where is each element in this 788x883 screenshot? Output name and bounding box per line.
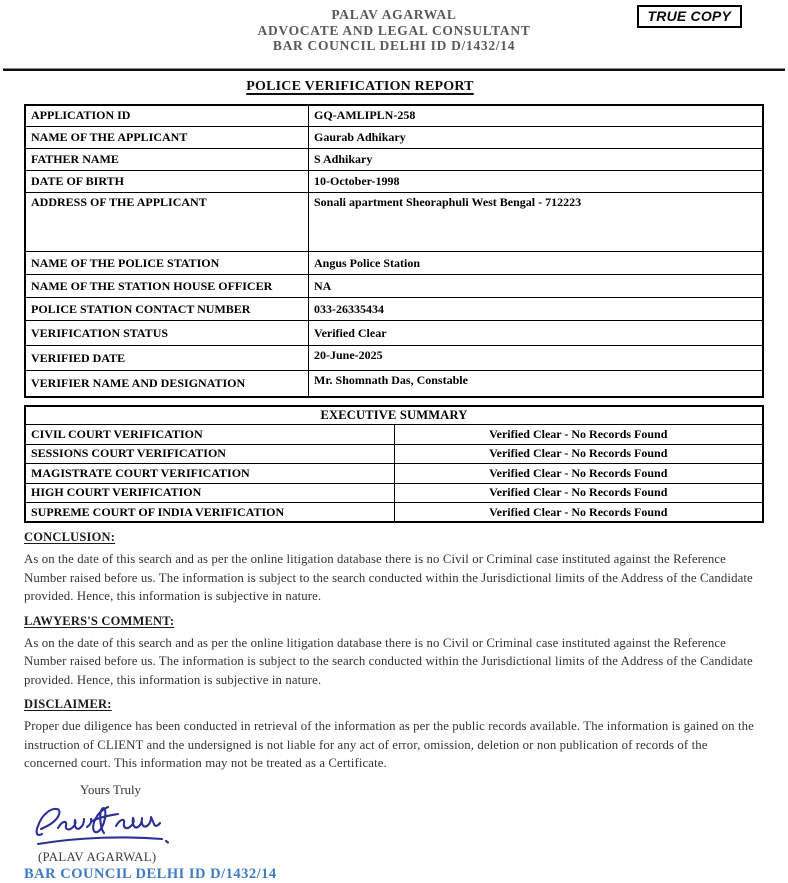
row-label: NAME OF THE APPLICANT <box>25 127 309 149</box>
row-value: Gaurab Adhikary <box>309 127 764 149</box>
table-row <box>25 275 763 298</box>
row-value: 20-June-2025 <box>309 346 764 371</box>
report-sections <box>24 530 754 773</box>
row-label: NAME OF THE STATION HOUSE OFFICER <box>25 275 309 298</box>
true-copy-stamp: TRUE COPY <box>637 5 742 28</box>
row-label: NAME OF THE POLICE STATION <box>25 252 309 275</box>
table-row <box>25 298 763 321</box>
signature-ink-icon <box>30 800 180 850</box>
row-label: SESSIONS COURT VERIFICATION <box>25 444 394 464</box>
executive-summary-table <box>24 405 764 524</box>
table-row <box>25 127 763 149</box>
signer-name: (PALAV AGARWAL) <box>38 849 157 864</box>
row-value: Sonali apartment Sheoraphuli West Bengal - 712223 <box>309 193 764 252</box>
report-title-row <box>0 77 730 95</box>
table-row <box>25 464 763 484</box>
lawyers-comment-heading: LAWYERS'S COMMENT: <box>24 613 175 628</box>
table-row <box>25 483 763 503</box>
row-value: Verified Clear - No Records Found <box>394 483 763 503</box>
row-label: APPLICATION ID <box>25 105 309 127</box>
bar-council-id-footer: BAR COUNCIL DELHI ID D/1432/14 <box>24 865 277 882</box>
row-label: SUPREME COURT OF INDIA VERIFICATION <box>25 503 394 523</box>
row-value: Verified Clear - No Records Found <box>394 503 763 523</box>
table-row <box>25 171 763 193</box>
table-row <box>25 105 763 127</box>
row-value: 033-26335434 <box>309 298 764 321</box>
advocate-name: PALAV AGARWAL <box>331 7 457 22</box>
row-value: Angus Police Station <box>309 252 764 275</box>
row-value: NA <box>309 275 764 298</box>
table-row <box>25 193 763 252</box>
row-value: GQ-AMLIPLN-258 <box>309 105 764 127</box>
row-value: Mr. Shomnath Das, Constable <box>309 371 764 397</box>
applicant-details-table <box>24 104 764 398</box>
advocate-designation: ADVOCATE AND LEGAL CONSULTANT <box>257 22 531 38</box>
table-row <box>25 321 763 346</box>
disclaimer-text: Proper due diligence has been conducted in retrieval of the information as per the public records available. The information is gained on the instruction of CLIENT and the undersigned is not liable for any act of error, omission, deletion or non publication of records of the concerned court. This information may not be treated as a Certificate. <box>24 719 754 770</box>
row-label: CIVIL COURT VERIFICATION <box>25 425 394 445</box>
table-header-row <box>25 406 763 425</box>
row-value: Verified Clear - No Records Found <box>394 464 763 484</box>
conclusion-heading: CONCLUSION: <box>24 530 116 544</box>
table-row <box>25 252 763 275</box>
table-row <box>25 149 763 171</box>
conclusion-text: As on the date of this search and as per the online litigation database there is no Civil or Criminal case instituted against the Reference Number raised before us. The information is subject to the search conducted within the Jurisdictional limits of the Address of the Candidate provided. Hence, this information is subjective in nature. <box>24 552 753 603</box>
row-value: Verified Clear - No Records Found <box>394 444 763 464</box>
row-label: VERIFIED DATE <box>25 346 309 371</box>
row-label: POLICE STATION CONTACT NUMBER <box>25 298 309 321</box>
table-row <box>25 503 763 523</box>
row-value: S Adhikary <box>309 149 764 171</box>
row-label: MAGISTRATE COURT VERIFICATION <box>25 464 394 484</box>
header-divider <box>3 68 785 71</box>
bar-council-id-header: BAR COUNCIL DELHI ID D/1432/14 <box>272 38 516 53</box>
report-title: POLICE VERIFICATION REPORT <box>246 78 474 94</box>
row-value: 10-October-1998 <box>309 171 764 193</box>
row-label: VERIFICATION STATUS <box>25 321 309 346</box>
row-label: FATHER NAME <box>25 149 309 171</box>
table-row <box>25 425 763 445</box>
row-value: Verified Clear <box>309 321 764 346</box>
table-row <box>25 444 763 464</box>
row-label: ADDRESS OF THE APPLICANT <box>25 193 309 252</box>
lawyers-comment-text: As on the date of this search and as per the online litigation database there is no Civil or Criminal case instituted against the Reference Number raised before us. The information is subject to the search conducted within the Jurisdictional limits of the Address of the Candidate provided. Hence, this information is subjective in nature. <box>24 635 753 687</box>
table-row <box>25 346 763 371</box>
executive-summary-title: EXECUTIVE SUMMARY <box>25 406 763 425</box>
row-label: HIGH COURT VERIFICATION <box>25 483 394 503</box>
closing-salutation: Yours Truly <box>80 782 141 797</box>
disclaimer-heading: DISCLAIMER: <box>24 697 112 711</box>
handwritten-signature-image <box>30 800 180 850</box>
row-value: Verified Clear - No Records Found <box>394 425 763 445</box>
row-label: VERIFIER NAME AND DESIGNATION <box>25 371 309 397</box>
row-label: DATE OF BIRTH <box>25 171 309 193</box>
table-row <box>25 371 763 397</box>
